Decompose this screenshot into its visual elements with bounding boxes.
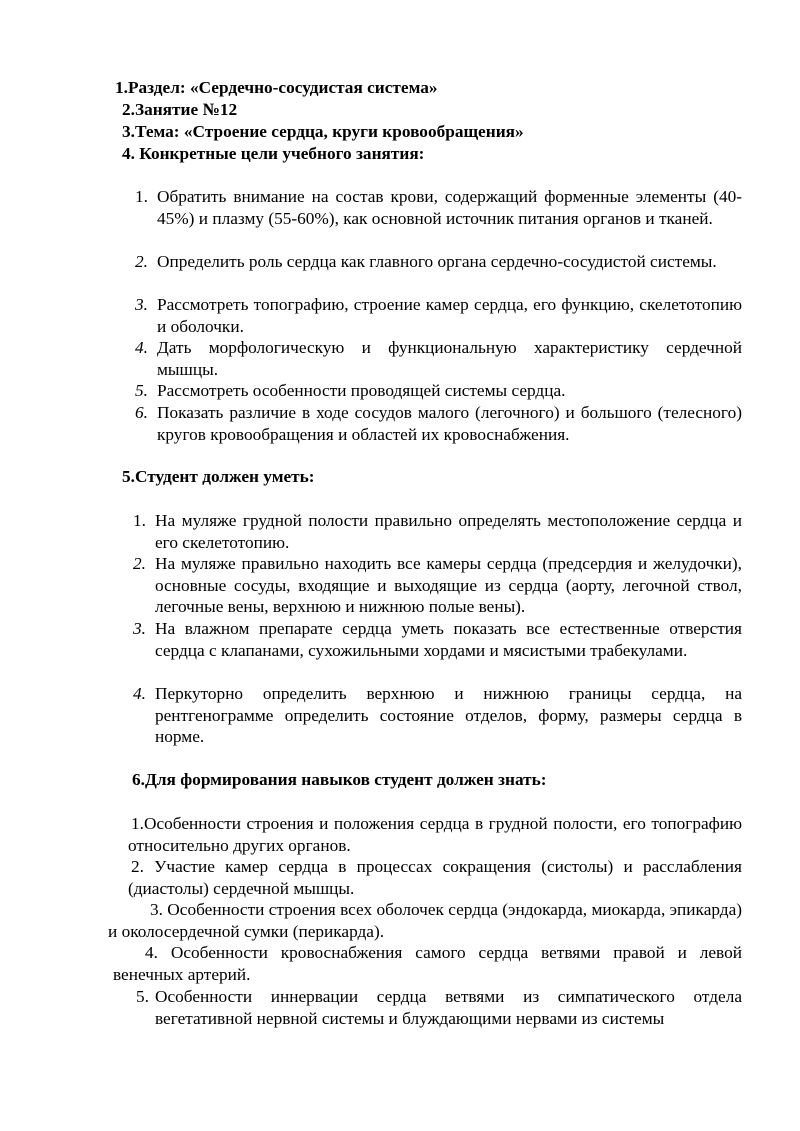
knowledge-paragraph: 3. Особенности строения всех оболочек сердца (эндокарда, миокарда, эпикарда) и околосердечной сумки (перикарда).: [108, 900, 742, 941]
knowledge-paragraph: 1.Особенности строения и положения сердца в грудной полости, его топографию относительно других органов.: [128, 814, 742, 855]
goal-item: Показать различие в ходе сосудов малого (легочного) и большого (телесного) кругов кровообращения и областей их кровоснабжения.: [157, 403, 742, 444]
skill-number: 1.: [133, 511, 146, 530]
goal-number: 6.: [135, 403, 148, 422]
goals-heading: 4. Конкретные цели учебного занятия:: [122, 144, 425, 163]
lesson-heading: 2.Занятие №12: [122, 100, 238, 119]
knowledge-paragraph: 4. Особенности кровоснабжения самого сердца ветвями правой и левой венечных артерий.: [113, 943, 742, 984]
goal-number: 4.: [135, 338, 148, 357]
goal-item: Дать морфологическую и функциональную характеристику сердечной мышцы.: [157, 338, 742, 379]
goal-item: Рассмотреть топографию, строение камер сердца, его функцию, скелетотопию и оболочки.: [157, 295, 742, 336]
goal-item: Обратить внимание на состав крови, содержащий форменные элементы (40-45%) и плазму (55-60%), как основной источник питания органов и тканей.: [157, 187, 742, 228]
goal-number: 2.: [135, 252, 148, 271]
skill-number: 4.: [133, 684, 146, 703]
skills-heading: 5.Студент должен уметь:: [122, 467, 315, 486]
knowledge-paragraph: Особенности иннервации сердца ветвями из симпатического отдела вегетативной нервной системы и блуждающими нервами из системы: [155, 987, 742, 1028]
goal-item: Определить роль сердца как главного органа сердечно-сосудистой системы.: [157, 252, 717, 271]
goal-number: 1.: [135, 187, 148, 206]
section-heading: 1.Раздел: «Сердечно-сосудистая система»: [115, 78, 438, 97]
skill-number: 3.: [133, 619, 146, 638]
knowledge-number: 5.: [136, 987, 149, 1006]
skill-item: На муляже правильно находить все камеры сердца (предсердия и желудочки), основные сосуды, входящие и выходящие из сердца (аорту, легочной ствол, легочные вены, верхнюю и нижнюю полые вены).: [155, 554, 742, 616]
skill-item: Перкуторно определить верхнюю и нижнюю границы сердца, на рентгенограмме определить состояние отделов, форму, размеры сердца в норме.: [155, 684, 742, 746]
skill-item: На муляже грудной полости правильно определять местоположение сердца и его скелетотопию.: [155, 511, 742, 552]
goal-item: Рассмотреть особенности проводящей системы сердца.: [157, 381, 566, 400]
goal-number: 5.: [135, 381, 148, 400]
goal-number: 3.: [135, 295, 148, 314]
skill-item: На влажном препарате сердца уметь показать все естественные отверстия сердца с клапанами, сухожильными хордами и мясистыми трабекулами.: [155, 619, 742, 660]
topic-heading: 3.Тема: «Строение сердца, круги кровообращения»: [122, 122, 524, 141]
knowledge-paragraph: 2. Участие камер сердца в процессах сокращения (систолы) и расслабления (диастолы) сердечной мышцы.: [128, 857, 742, 898]
knowledge-heading: 6.Для формирования навыков студент должен знать:: [132, 770, 547, 789]
skill-number: 2.: [133, 554, 146, 573]
